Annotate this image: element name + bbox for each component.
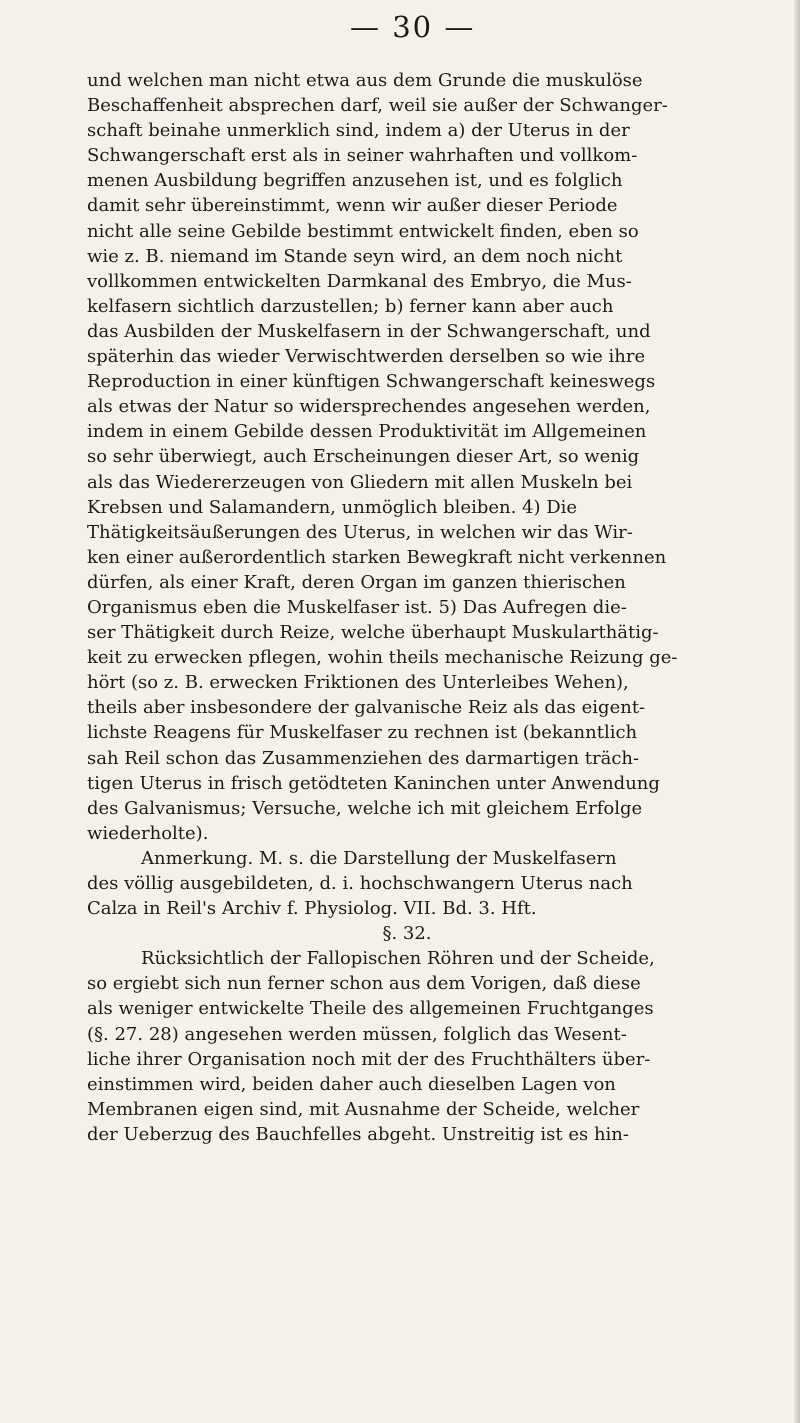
text-line: Beschaffenheit absprechen darf, weil sie außer der Schwanger- (87, 95, 668, 117)
text-line: ser Thätigkeit durch Reize, welche überhaupt Muskularthätig- (87, 622, 659, 644)
text-line: so ergiebt sich nun ferner schon aus dem Vorigen, daß diese (87, 973, 641, 995)
text-line: Organismus eben die Muskelfaser ist. 5) Das Aufregen die- (87, 596, 627, 618)
text-line: als etwas der Natur so widersprechendes angesehen werden, (87, 396, 651, 418)
text-line: schaft beinahe unmerklich sind, indem a) der Uterus in der (87, 120, 630, 142)
text-line: indem in einem Gebilde dessen Produktivität im Allgemeinen (87, 421, 647, 443)
text-line: Thätigkeitsäußerungen des Uterus, in welchen wir das Wir- (87, 521, 633, 543)
text-line: und welchen man nicht etwa aus dem Grunde die muskulöse (87, 70, 643, 91)
text-line: sah Reil schon das Zusammenziehen des darmartigen träch- (87, 747, 640, 769)
page-text (87, 68, 795, 1147)
text-line: wiederholte). (87, 822, 209, 844)
text-line: nicht alle seine Gebilde bestimmt entwickelt finden, eben so (87, 220, 639, 242)
text-line: liche ihrer Organisation noch mit der des Fruchthälters über- (87, 1048, 651, 1070)
text-line: einstimmen wird, beiden daher auch dieselben Lagen von (87, 1073, 616, 1095)
text-line: als weniger entwickelte Theile des allgemeinen Fruchtganges (87, 998, 654, 1020)
annotation-note (87, 846, 795, 921)
text-line: theils aber insbesondere der galvanische Reiz als das eigent- (87, 697, 646, 719)
section-heading: §. 32. (382, 923, 432, 945)
page-number: — 30 — (350, 10, 476, 44)
text-line: des Galvanismus; Versuche, welche ich mit gleichem Erfolge (87, 797, 643, 819)
text-line: (§. 27. 28) angesehen werden müssen, folglich das Wesent- (87, 1023, 627, 1045)
text-line: wie z. B. niemand im Stande seyn wird, an dem noch nicht (87, 245, 623, 267)
text-line: ken einer außerordentlich starken Bewegkraft nicht verkennen (87, 546, 667, 568)
text-line: das Ausbilden der Muskelfasern in der Schwangerschaft, und (87, 320, 651, 342)
note-line: Anmerkung. M. s. die Darstellung der Muskelfasern (141, 847, 617, 869)
text-line: späterhin das wieder Verwischtwerden derselben so wie ihre (87, 346, 646, 368)
text-line: so sehr überwiegt, auch Erscheinungen dieser Art, so wenig (87, 446, 640, 468)
text-line: der Ueberzug des Bauchfelles abgeht. Unstreitig ist es hin- (87, 1123, 629, 1145)
text-line: Schwangerschaft erst als in seiner wahrhaften und vollkom- (87, 145, 638, 167)
text-line: tigen Uterus in frisch getödteten Kaninchen unter Anwendung (87, 772, 660, 794)
text-line: dürfen, als einer Kraft, deren Organ im ganzen thierischen (87, 571, 626, 593)
text-line: Membranen eigen sind, mit Ausnahme der Scheide, welcher (87, 1098, 640, 1120)
text-line: Krebsen und Salamandern, unmöglich bleiben. 4) Die (87, 496, 578, 518)
text-line: Rücksichtlich der Fallopischen Röhren und der Scheide, (141, 948, 655, 970)
text-line: lichste Reagens für Muskelfaser zu rechnen ist (bekanntlich (87, 722, 638, 744)
note-line: Calza in Reil's Archiv f. Physiolog. VII. Bd. 3. Hft. (87, 898, 537, 920)
text-line: menen Ausbildung begriffen anzusehen ist, und es folglich (87, 170, 623, 192)
text-line: hört (so z. B. erwecken Friktionen des Unterleibes Wehen), (87, 672, 629, 694)
text-line: kelfasern sichtlich darzustellen; b) ferner kann aber auch (87, 295, 614, 317)
body-paragraph (87, 68, 795, 846)
note-line: des völlig ausgebildeten, d. i. hochschwangern Uterus nach (87, 873, 633, 894)
text-line: keit zu erwecken pflegen, wohin theils mechanische Reizung ge- (87, 647, 678, 669)
text-line: vollkommen entwickelten Darmkanal des Embryo, die Mus- (87, 270, 632, 292)
text-line: Reproduction in einer künftigen Schwangerschaft keineswegs (87, 371, 656, 393)
text-line: damit sehr übereinstimmt, wenn wir außer dieser Periode (87, 195, 618, 217)
section-paragraph (87, 946, 795, 1147)
text-line: als das Wiedererzeugen von Gliedern mit allen Muskeln bei (87, 471, 633, 493)
